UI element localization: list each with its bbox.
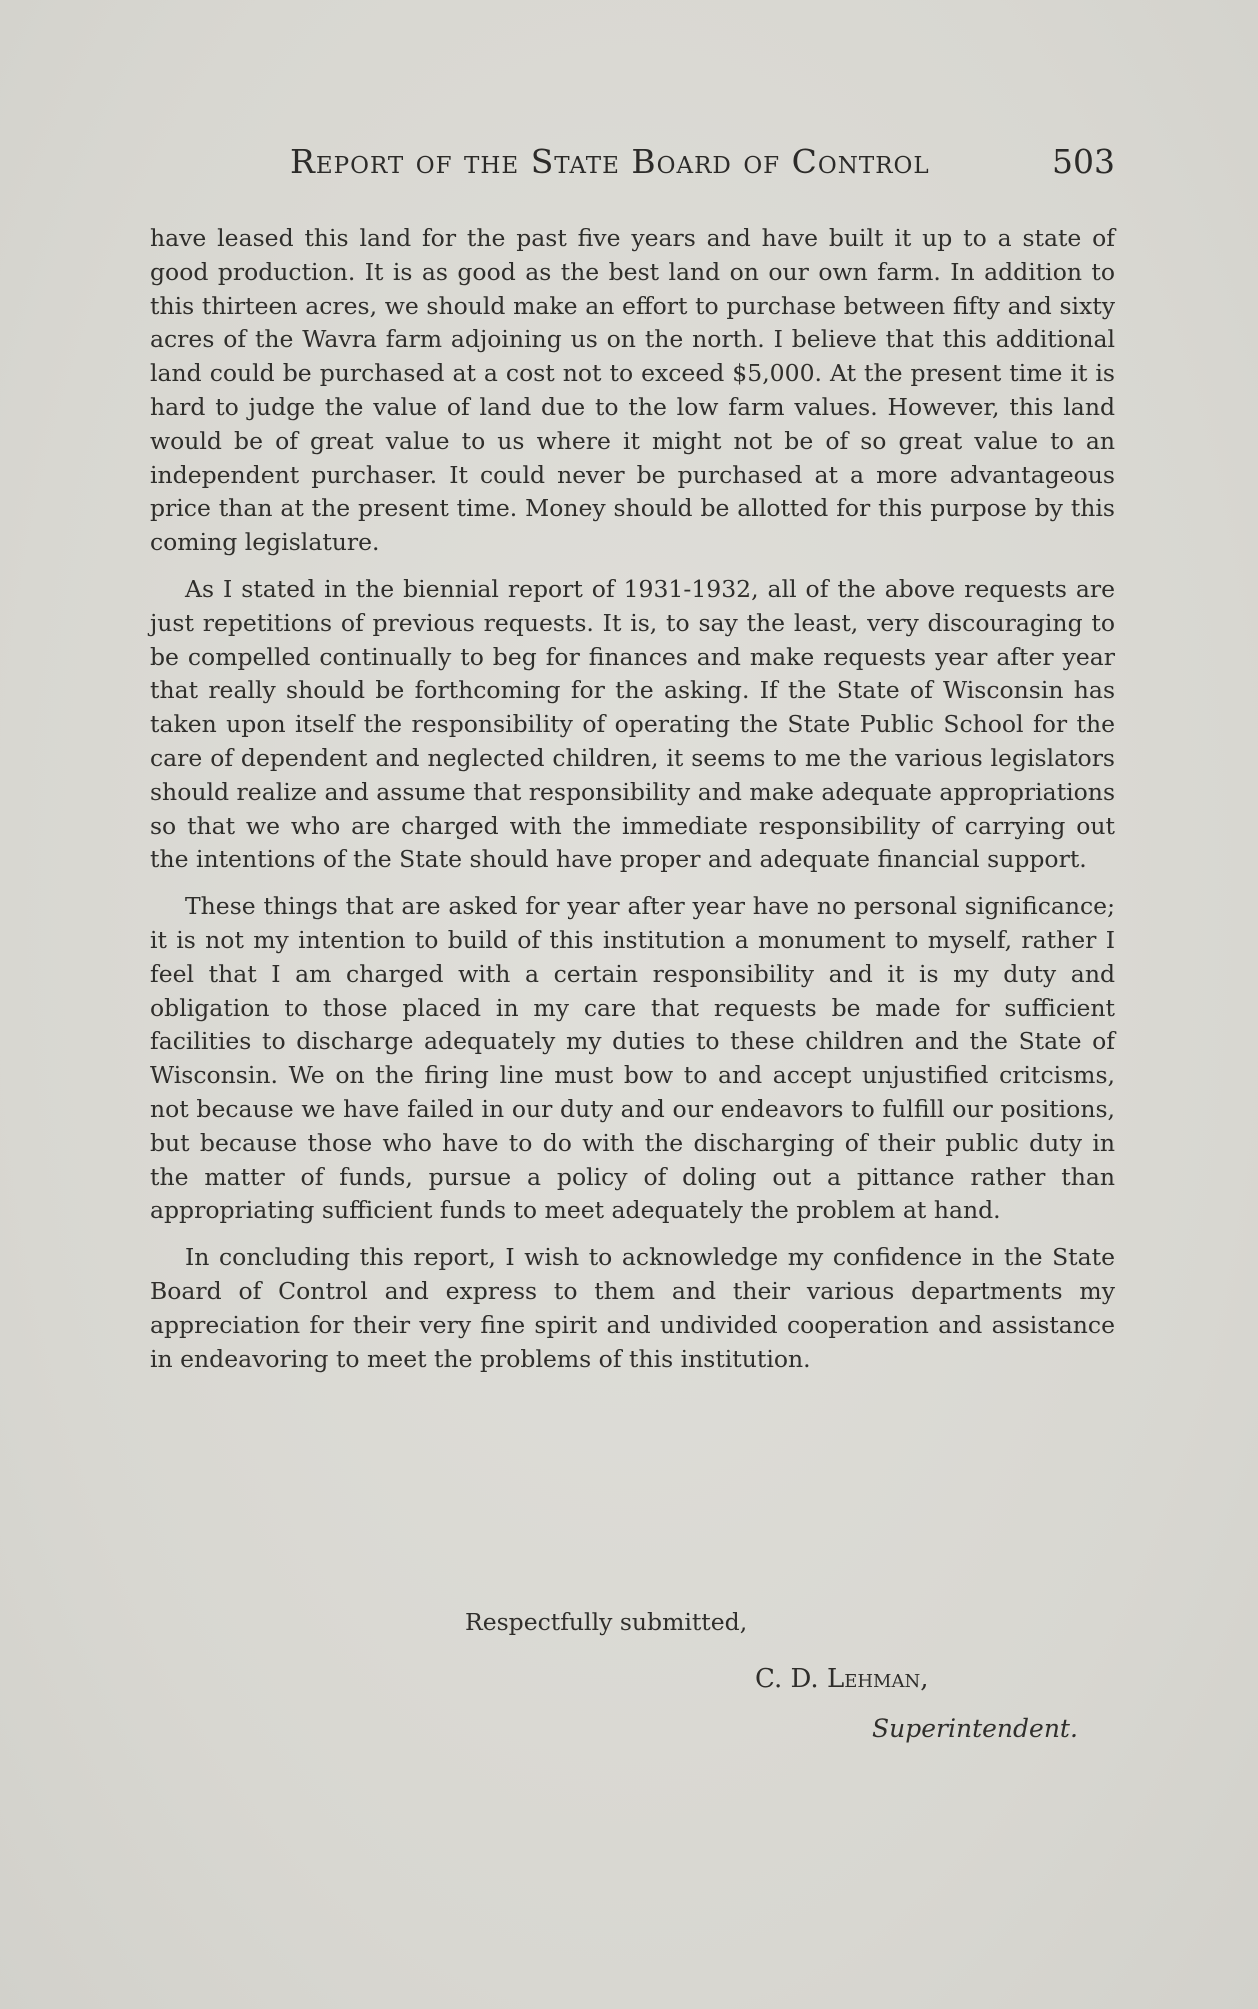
signer-title: Superintendent.	[872, 1714, 1078, 1743]
page-number: 503	[1052, 142, 1115, 181]
closing-block	[150, 1608, 1115, 1758]
running-head-title: Report of the State Board of Control	[290, 142, 930, 181]
signer-name: C. D. Lehman,	[755, 1664, 929, 1694]
paragraph-conclusion: In concluding this report, I wish to acknowledge my confidence in the State Board of Control and express to them and their various departments my appreciation for their very fine spirit and undivided cooperation and assistance in endeavoring to meet the problems of this institution.	[150, 1243, 1115, 1373]
paragraph-continuation: have leased this land for the past five years and have built it up to a state of good production. It is as good as the best land on our own farm. In addition to this thirteen acres, we should make an effort to purchase between fifty and sixty acres of the Wavra farm adjoining us on the north. I believe that this additional land could be purchased at a cost not to exceed $5,000. At the present time it is hard to judge the value of land due to the low farm values. However, this land would be of great value to us where it might not be of so great value to an independent purchaser. It could never be purchased at a more advantageous price than at the present time. Money should be allotted for this purpose by this coming legislature.	[150, 224, 1115, 557]
closing-salutation: Respectfully submitted,	[465, 1608, 748, 1636]
body-text	[150, 222, 1115, 1389]
running-header	[150, 142, 1115, 192]
paragraph-personal-significance: These things that are asked for year after year have no personal significance; it is not my intention to build of this institution a monument to myself, rather I feel that I am charged with a certain responsibility and it is my duty and obligation to those placed in my care that requests be made for sufficient facilities to discharge adequately my duties to these children and the State of Wisconsin. We on the firing line must bow to and accept unjustified critcisms, not because we have failed in our duty and our endeavors to fulfill our positions, but because those who have to do with the discharging of their public duty in the matter of funds, pursue a policy of doling out a pittance rather than appropriating sufficient funds to meet adequately the problem at hand.	[150, 892, 1115, 1225]
paragraph-biennial-report: As I stated in the biennial report of 1931-1932, all of the above requests are just repetitions of previous requests. It is, to say the least, very discouraging to be compelled continually to beg for finances and make requests year after year that really should be forthcoming for the asking. If the State of Wisconsin has taken upon itself the responsibility of operating the State Public School for the care of dependent and neglected children, it seems to me the various legislators should realize and assume that responsibility and make adequate appropriations so that we who are charged with the immediate responsibility of carrying out the intentions of the State should have proper and adequate financial support.	[150, 574, 1115, 874]
